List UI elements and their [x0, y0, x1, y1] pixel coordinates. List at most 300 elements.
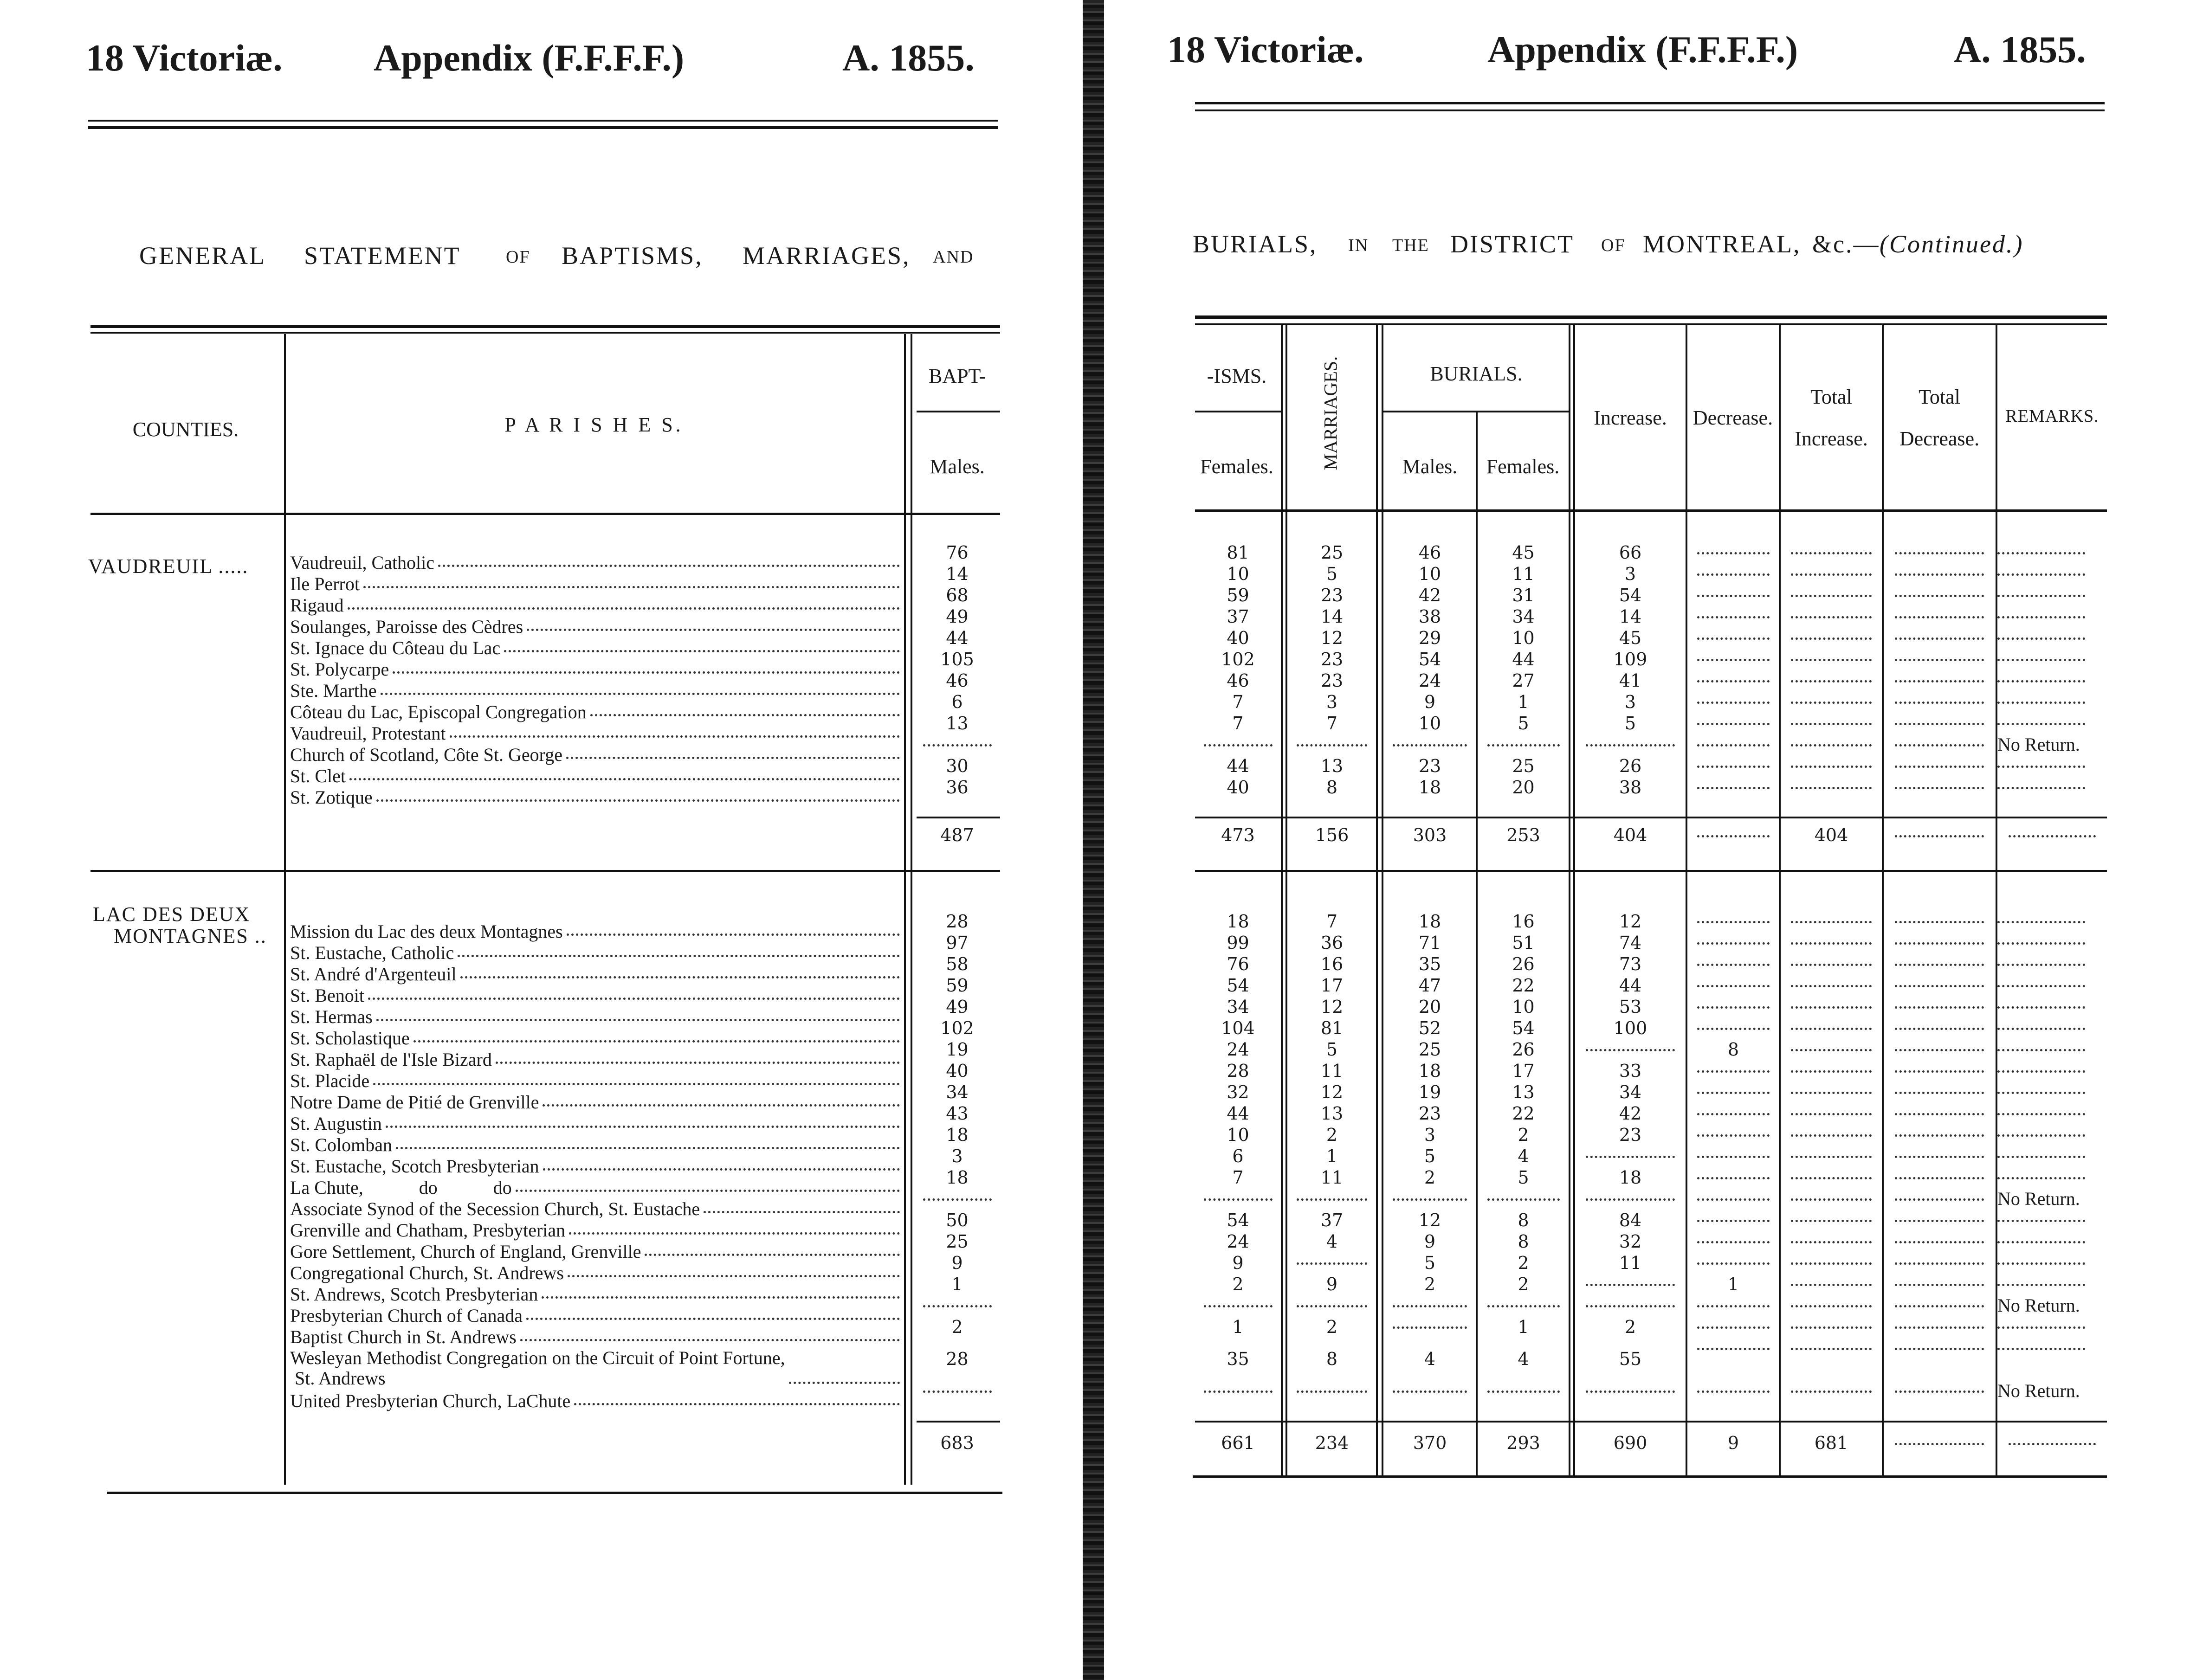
cell-uf: 16	[1512, 911, 1535, 932]
parish-row	[290, 1220, 903, 1241]
leader-dots	[1997, 932, 2085, 945]
parish-row	[290, 1390, 903, 1412]
parish-row	[290, 1113, 903, 1134]
cell-bf: 34	[1227, 997, 1249, 1017]
cell-mar: 36	[1320, 933, 1344, 953]
leader-dots	[1791, 1338, 1872, 1350]
cell-inc: 73	[1619, 954, 1642, 974]
leader-dots	[460, 964, 900, 978]
leader-dots	[1688, 755, 1779, 777]
parish-name: St. Clet	[290, 766, 346, 786]
parish-row	[290, 964, 903, 985]
leader-dots	[1697, 1103, 1770, 1115]
col-bapt-males: Males.	[930, 455, 985, 478]
cell-mar: 37	[1320, 1210, 1344, 1230]
cell-bapt-males: 44	[946, 628, 969, 648]
cell-inc: 100	[1613, 1018, 1647, 1038]
leader-dots	[1697, 777, 1770, 789]
leader-dots	[1884, 1274, 1995, 1295]
cell-bapt-males: 14	[946, 564, 969, 584]
cell-inc: 34	[1619, 1082, 1642, 1102]
parishes-divider	[904, 334, 906, 1485]
cell-bapt-males: 36	[946, 777, 969, 798]
col-decrease: Decrease.	[1693, 406, 1773, 429]
title-word: &c.—	[1812, 230, 1880, 258]
leader-dots	[1575, 1039, 1686, 1060]
parish-name: Presbyterian Church of Canada	[290, 1305, 523, 1326]
parish-name: Vaudreuil, Catholic	[290, 552, 435, 573]
leader-dots	[1781, 755, 1882, 777]
leader-dots	[1393, 1380, 1467, 1393]
cell-bapt-males: 40	[946, 1061, 969, 1081]
cell-bf: 59	[1227, 585, 1249, 605]
running-head-appendix: Appendix (F.F.F.F.)	[374, 37, 685, 79]
leader-dots	[1288, 1295, 1376, 1316]
cell-bapt-males: 76	[946, 542, 969, 563]
parish-row	[290, 723, 903, 744]
cell-mar: 12	[1320, 1082, 1344, 1102]
cell-uf: 22	[1512, 1103, 1535, 1124]
cell-bapt-males: 105	[940, 649, 974, 669]
cell-bf: 18	[1227, 911, 1249, 932]
book-spine	[1083, 0, 1104, 1680]
parish-name: Ile Perrot	[290, 573, 360, 594]
cell-bf: 7	[1232, 713, 1244, 734]
leader-dots	[1997, 1433, 2107, 1453]
leader-dots	[376, 1006, 900, 1021]
parish-row	[290, 659, 903, 680]
cell-empty	[914, 1188, 1000, 1210]
leader-dots	[1383, 1380, 1476, 1402]
leader-dots	[1884, 734, 1995, 755]
leader-dots	[1781, 953, 1882, 975]
leader-dots	[1478, 1295, 1569, 1316]
parish-name: Wesleyan Methodist Congregation on the Circuit of Point Fortune, St. Andrews	[290, 1348, 785, 1389]
leader-dots	[1781, 1188, 1882, 1210]
leader-dots	[1393, 1188, 1467, 1201]
leader-dots	[368, 985, 900, 1000]
cell-bf: 46	[1227, 670, 1249, 691]
total-tinc: 681	[1814, 1433, 1848, 1453]
leader-dots	[1688, 734, 1779, 755]
leader-dots	[1688, 1316, 1779, 1338]
leader-dots	[1884, 691, 1995, 713]
cell-um: 18	[1418, 1061, 1441, 1081]
cell-inc: 54	[1619, 585, 1642, 605]
leader-dots	[1895, 1167, 1984, 1179]
col-burial-males: Males.	[1402, 455, 1458, 478]
leader-dots	[1895, 1039, 1984, 1051]
leader-dots	[1997, 1081, 2085, 1094]
leader-dots	[1997, 1146, 2107, 1167]
parish-name: Ste. Marthe	[290, 680, 377, 701]
title-word: BURIALS,	[1193, 230, 1318, 258]
leader-dots	[393, 659, 900, 674]
total-tinc: 404	[1814, 825, 1848, 845]
col-total-decrease-1: Total	[1919, 386, 1960, 408]
leader-dots	[1781, 542, 1882, 563]
running-head-session: 18 Victoriæ.	[1167, 28, 1364, 71]
parish-name: St. Colomban	[290, 1134, 393, 1155]
parish-name: Grenville and Chatham, Presbyterian	[290, 1220, 566, 1241]
cell-inc: 26	[1619, 756, 1642, 776]
leader-dots	[1997, 1231, 2107, 1252]
leader-dots	[1688, 691, 1779, 713]
leader-dots	[1895, 1081, 1984, 1094]
parish-name: St. Hermas	[290, 1006, 373, 1027]
leader-dots	[566, 744, 900, 759]
cell-bapt-males: 58	[946, 954, 969, 974]
leader-dots	[1688, 1380, 1779, 1402]
total-uf: 253	[1506, 825, 1540, 845]
cell-bapt-males: 18	[946, 1167, 969, 1188]
cell-mar: 9	[1326, 1274, 1338, 1294]
leader-dots	[373, 1070, 900, 1085]
parish-name: Congregational Church, St. Andrews	[290, 1262, 564, 1283]
parish-row	[290, 1006, 903, 1028]
leader-dots	[1697, 649, 1770, 661]
cell-um: 71	[1418, 933, 1441, 953]
leader-dots	[574, 1390, 900, 1405]
col-isms: -ISMS.	[1207, 365, 1267, 387]
leader-dots	[1688, 1060, 1779, 1081]
leader-dots	[1487, 1188, 1560, 1201]
parish-name: Notre Dame de Pitié de Grenville	[290, 1092, 539, 1113]
leader-dots	[1997, 627, 2085, 640]
leader-dots	[1781, 1103, 1882, 1124]
leader-dots	[1393, 734, 1467, 747]
leader-dots	[1781, 1060, 1882, 1081]
leader-dots	[1997, 713, 2107, 734]
parish-name: Baptist Church in St. Andrews	[290, 1326, 517, 1347]
total-um: 370	[1413, 1433, 1447, 1453]
leader-dots	[1697, 585, 1770, 597]
leader-dots	[1895, 1295, 1984, 1307]
leader-dots	[1895, 734, 1984, 747]
parish-row	[290, 1262, 903, 1284]
leader-dots	[458, 942, 900, 957]
leader-dots	[1297, 734, 1367, 747]
leader-dots	[1288, 734, 1376, 755]
col-counties: COUNTIES.	[132, 418, 239, 441]
cell-um: 46	[1418, 542, 1441, 563]
leader-dots	[1895, 825, 1984, 837]
leader-dots	[1688, 1146, 1779, 1167]
leader-dots	[1204, 1380, 1273, 1393]
leader-dots	[1895, 670, 1984, 682]
parish-row	[290, 1284, 903, 1305]
leader-dots	[1697, 953, 1770, 966]
leader-dots	[1697, 1167, 1770, 1179]
cell-mar: 8	[1326, 1349, 1338, 1369]
cell-mar: 2	[1326, 1317, 1338, 1337]
leader-dots	[1997, 1146, 2085, 1158]
title-word: IN	[1348, 236, 1369, 255]
leader-dots	[516, 1177, 900, 1192]
parish-row	[290, 595, 903, 616]
leader-dots	[1997, 911, 2085, 923]
leader-dots	[1997, 1017, 2107, 1039]
counties-divider	[284, 334, 286, 1485]
leader-dots	[923, 1295, 992, 1307]
leader-dots	[569, 1220, 900, 1235]
leader-dots	[1586, 1295, 1675, 1307]
leader-dots	[1791, 734, 1872, 747]
leader-dots	[1997, 953, 2107, 975]
leader-dots	[396, 1134, 900, 1149]
leader-dots	[1791, 606, 1872, 618]
cell-inc: 23	[1619, 1125, 1642, 1145]
cell-bapt-males: 46	[946, 670, 969, 691]
parishes-divider-2	[911, 334, 912, 1485]
cell-uf: 51	[1512, 933, 1535, 953]
leader-dots	[1884, 1252, 1995, 1274]
title-word: OF	[1601, 236, 1626, 255]
cell-uf: 8	[1518, 1231, 1529, 1252]
leader-dots	[520, 1326, 900, 1341]
parish-row	[290, 1326, 903, 1348]
cell-um: 24	[1418, 670, 1441, 691]
parish-row	[290, 1134, 903, 1156]
cell-remark: No Return.	[1997, 1380, 2080, 1401]
leader-dots	[1884, 1295, 1995, 1316]
cell-bf: 9	[1232, 1253, 1244, 1273]
leader-dots	[1586, 1146, 1675, 1158]
cell-um: 23	[1418, 756, 1441, 776]
cell-inc: 32	[1619, 1231, 1642, 1252]
cell-inc: 12	[1619, 911, 1642, 932]
cell-bf: 99	[1227, 933, 1249, 953]
total-dec: 9	[1727, 1433, 1739, 1453]
cell-um: 9	[1424, 692, 1436, 712]
cell-mar: 3	[1326, 692, 1338, 712]
leader-dots	[1288, 1188, 1376, 1210]
parish-name: United Presbyterian Church, LaChute	[290, 1390, 571, 1411]
cell-bapt-males: 2	[951, 1317, 963, 1337]
cell-mar: 13	[1320, 756, 1344, 776]
parish-name: Church of Scotland, Côte St. George	[290, 744, 562, 765]
col-bapt: BAPT-	[928, 365, 986, 387]
cell-uf: 22	[1512, 975, 1535, 996]
cell-bapt-males: 49	[946, 606, 969, 627]
cell-uf: 1	[1518, 1317, 1529, 1337]
cell-bf: 10	[1227, 564, 1249, 584]
county-lac-des-deux-montagnes: LAC DES DEUX	[93, 903, 251, 926]
cell-empty	[914, 734, 1000, 755]
bapt-males-vaudreuil	[914, 542, 1000, 798]
leader-dots	[1781, 1338, 1882, 1380]
col-divider	[1281, 325, 1283, 1475]
leader-dots	[1884, 542, 1995, 563]
leader-dots	[1997, 1252, 2107, 1274]
cell-empty	[914, 1295, 1000, 1316]
cell-mar: 23	[1320, 670, 1344, 691]
leader-dots	[567, 921, 900, 936]
parish-row	[290, 942, 903, 964]
leader-dots	[1781, 996, 1882, 1017]
leader-dots	[1895, 1124, 1984, 1137]
leader-dots	[1997, 953, 2085, 966]
cell-mar: 25	[1320, 542, 1344, 563]
leader-dots	[1781, 734, 1882, 755]
leader-dots	[1895, 1316, 1984, 1329]
cell-um: 4	[1424, 1349, 1436, 1369]
parish-name: Soulanges, Paroisse des Cèdres	[290, 616, 523, 637]
leader-dots	[1997, 755, 2107, 777]
title-word: MARRIAGES,	[743, 242, 911, 270]
title-word: THE	[1392, 236, 1429, 255]
cell-um: 42	[1418, 585, 1441, 605]
leader-dots	[1688, 1252, 1779, 1274]
leader-dots	[1688, 1167, 1779, 1188]
leader-dots	[1895, 911, 1984, 923]
total-uf: 293	[1506, 1433, 1540, 1453]
leader-dots	[1997, 1124, 2107, 1146]
leader-dots	[1688, 996, 1779, 1017]
leader-dots	[1895, 1188, 1984, 1201]
leader-dots	[1697, 606, 1770, 618]
cell-uf: 45	[1512, 542, 1535, 563]
leader-dots	[1997, 691, 2085, 704]
leader-dots	[1791, 1274, 1872, 1286]
leader-dots	[1791, 1146, 1872, 1158]
cell-inc: 3	[1624, 564, 1636, 584]
total-mar: 156	[1315, 825, 1349, 845]
leader-dots	[1791, 1167, 1872, 1179]
leader-dots	[1895, 777, 1984, 789]
cell-bapt-males: 25	[946, 1231, 969, 1252]
leader-dots	[1997, 1338, 2085, 1350]
leader-dots	[1204, 1188, 1273, 1201]
parish-name: Côteau du Lac, Episcopal Congregation	[290, 702, 587, 722]
leader-dots	[1997, 563, 2085, 576]
leader-dots	[1884, 1060, 1995, 1081]
cell-uf: 54	[1512, 1018, 1535, 1038]
leader-dots	[1791, 996, 1872, 1009]
cell-um: 2	[1424, 1274, 1436, 1294]
leader-dots	[1487, 1295, 1560, 1307]
subtotal-rule	[1195, 1421, 2107, 1423]
cell-bf: 81	[1227, 542, 1249, 563]
leader-dots	[504, 637, 900, 652]
parish-row	[290, 1177, 903, 1198]
running-head-appendix: Appendix (F.F.F.F.)	[1487, 28, 1798, 71]
leader-dots	[1895, 606, 1984, 618]
cell-bapt-males: 34	[946, 1082, 969, 1102]
cell-mar: 7	[1326, 911, 1338, 932]
cell-mar: 12	[1320, 997, 1344, 1017]
leader-dots	[1997, 975, 2085, 987]
cell-uf: 44	[1512, 649, 1535, 669]
leader-dots	[1791, 1017, 1872, 1030]
cell-inc: 41	[1619, 670, 1642, 691]
cell-um: 18	[1418, 911, 1441, 932]
leader-dots	[1997, 825, 2107, 845]
leader-dots	[1383, 1295, 1476, 1316]
col-burials: BURIALS.	[1430, 362, 1523, 385]
leader-dots	[1781, 691, 1882, 713]
cell-bapt-males: 9	[951, 1253, 963, 1273]
leader-dots	[496, 1049, 900, 1064]
leader-dots	[349, 766, 900, 780]
leader-dots	[1791, 713, 1872, 725]
leader-dots	[1791, 953, 1872, 966]
cell-uf: 26	[1512, 1039, 1535, 1060]
leader-dots	[1997, 1060, 2085, 1073]
leader-dots	[1781, 932, 1882, 953]
cell-mar: 16	[1320, 954, 1344, 974]
leader-dots	[1781, 1124, 1882, 1146]
cell-bf: 7	[1232, 692, 1244, 712]
total-bapt-males-vaudreuil: 487	[940, 825, 974, 845]
parish-name: St. Benoit	[290, 985, 365, 1006]
leader-dots	[1997, 691, 2107, 713]
leader-dots	[1297, 1188, 1367, 1201]
leader-dots	[1781, 1295, 1882, 1316]
leader-dots	[1781, 1167, 1882, 1188]
cell-inc: 14	[1619, 606, 1642, 627]
cell-bapt-males: 102	[940, 1018, 974, 1038]
leader-dots	[1997, 1210, 2085, 1222]
cell-bapt-males: 3	[951, 1146, 963, 1166]
parish-row	[290, 1049, 903, 1070]
total-inc: 690	[1613, 1433, 1647, 1453]
leader-dots	[1586, 1039, 1675, 1051]
cell-bf: 40	[1227, 777, 1249, 798]
header-rule-bottom	[1195, 109, 2105, 111]
leader-dots	[363, 573, 900, 588]
leader-dots	[1586, 1380, 1675, 1393]
leader-dots	[1288, 1252, 1376, 1274]
cell-uf: 25	[1512, 756, 1535, 776]
cell-mar: 5	[1326, 1039, 1338, 1060]
cell-remark: No Return.	[1997, 1295, 2080, 1316]
county-vaudreuil: VAUDREUIL .....	[88, 555, 249, 578]
leader-dots	[1791, 1231, 1872, 1243]
cell-uf: 11	[1512, 564, 1535, 584]
parish-row	[290, 702, 903, 723]
cell-mar: 23	[1320, 649, 1344, 669]
leader-dots	[1688, 606, 1779, 627]
leader-dots	[1997, 1124, 2085, 1137]
leader-dots	[1895, 649, 1984, 661]
leader-dots	[1487, 1380, 1560, 1393]
leader-dots	[1895, 1231, 1984, 1243]
leader-dots	[1791, 1039, 1872, 1051]
leader-dots	[1781, 975, 1882, 996]
cell-um: 3	[1424, 1125, 1436, 1145]
parish-row	[290, 552, 903, 573]
parish-name: St. Eustache, Catholic	[290, 942, 454, 963]
cell-uf: 5	[1518, 1167, 1529, 1188]
leader-dots	[1884, 670, 1995, 691]
title-word: BAPTISMS,	[562, 242, 703, 270]
table-bottom-rule	[107, 1492, 1002, 1494]
leader-dots	[1195, 1188, 1281, 1210]
cell-mar: 17	[1320, 975, 1344, 996]
leader-dots	[1487, 734, 1560, 747]
parish-row	[290, 1028, 903, 1049]
leader-dots	[1997, 1103, 2085, 1115]
cell-mar: 81	[1320, 1018, 1344, 1038]
cell-bapt-males: 6	[951, 692, 963, 712]
leader-dots	[1697, 670, 1770, 682]
cell-um: 20	[1418, 997, 1441, 1017]
leader-dots	[1997, 585, 2107, 606]
leader-dots	[1586, 734, 1675, 747]
cell-bapt-males: 43	[946, 1103, 969, 1124]
leader-dots	[1997, 627, 2107, 649]
